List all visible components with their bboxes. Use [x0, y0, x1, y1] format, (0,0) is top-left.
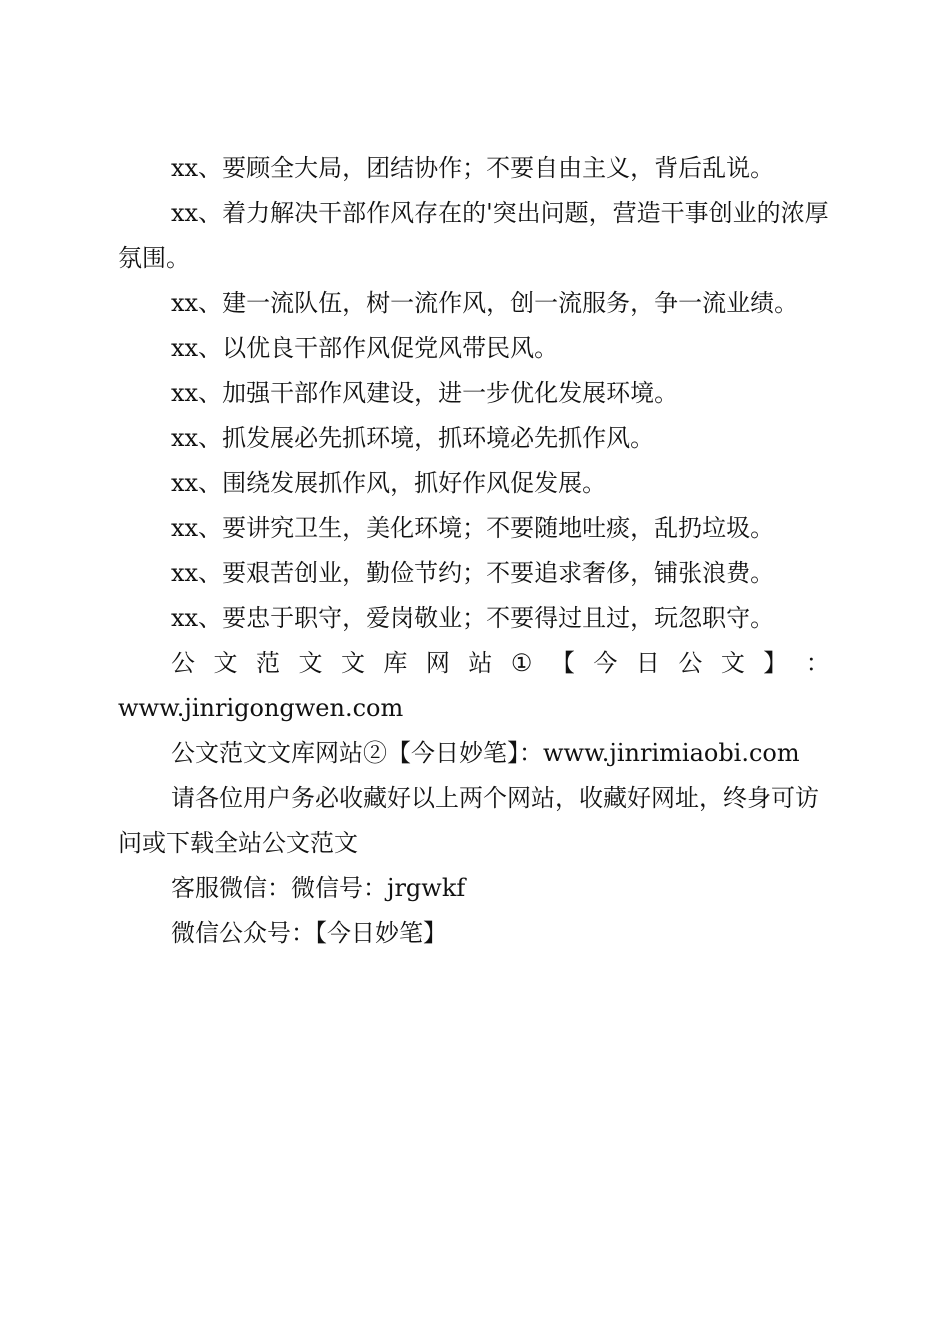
site1-label-char: 文	[298, 649, 323, 677]
paragraph-5: xx、加强干部作风建设，进一步优化发展环境。	[171, 379, 679, 407]
site1-label-char: 文	[720, 649, 745, 677]
official-account: 微信公众号：【今日妙笔】	[171, 919, 447, 947]
service-wechat: 客服微信：微信号：jrgwkf	[171, 874, 466, 902]
site1-label-char: 网	[425, 649, 450, 677]
paragraph-8: xx、要讲究卫生，美化环境；不要随地吐痰，乱扔垃圾。	[171, 514, 775, 542]
site1-label-char: 今	[593, 649, 618, 677]
paragraph-7: xx、围绕发展抓作风，抓好作风促发展。	[171, 469, 607, 497]
site1-label-char: 文	[213, 649, 238, 677]
site1-label-char: 库	[383, 649, 408, 677]
paragraph-2: xx、着力解决干部作风存在的'突出问题，营造干事创业的浓厚氛围。	[118, 199, 829, 272]
paragraph-1: xx、要顾全大局，团结协作；不要自由主义，背后乱说。	[171, 154, 775, 182]
paragraph-6: xx、抓发展必先抓环境，抓环境必先抓作风。	[171, 424, 655, 452]
paragraph-3: xx、建一流队伍，树一流作风，创一流服务，争一流业绩。	[171, 289, 799, 317]
site1-url[interactable]: www.jinrigongwen.com	[118, 694, 404, 722]
site1-label-char: 日	[635, 649, 660, 677]
site1-label-char: 【	[550, 649, 575, 677]
site1-label-char: 公	[171, 649, 195, 677]
document-body	[118, 146, 830, 956]
site1-label-char: 公	[678, 649, 703, 677]
site1-label-char: 】	[763, 649, 788, 677]
site1-label-char: 文	[340, 649, 365, 677]
paragraph-9: xx、要艰苦创业，勤俭节约；不要追求奢侈，铺张浪费。	[171, 559, 775, 587]
site2-line: 公文范文文库网站②【今日妙笔】：www.jinrimiaobi.com	[171, 739, 800, 767]
paragraph-10: xx、要忠于职守，爱岗敬业；不要得过且过，玩忽职守。	[171, 604, 775, 632]
site1-label-char: ：	[805, 649, 830, 677]
notice-paragraph: 请各位用户务必收藏好以上两个网站，收藏好网址，终身可访问或下载全站公文范文	[118, 784, 819, 857]
site1-label-char: ①	[510, 649, 533, 677]
paragraph-4: xx、以优良干部作风促党风带民风。	[171, 334, 559, 362]
site1-label	[118, 641, 830, 686]
site1-label-char: 范	[255, 649, 280, 677]
site1-label-char: 站	[468, 649, 493, 677]
